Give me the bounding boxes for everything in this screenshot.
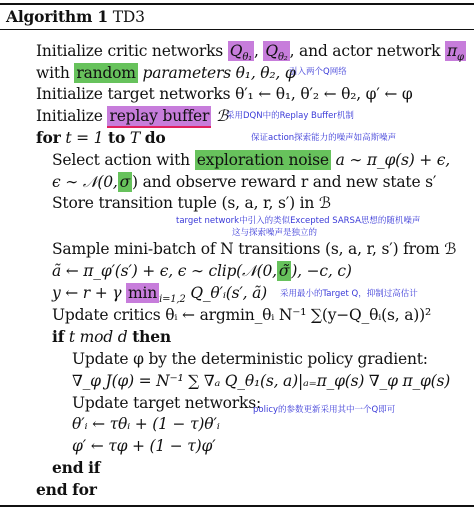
min-highlight: min <box>128 284 158 302</box>
keyword-do: do <box>144 128 166 147</box>
algo-line-18 <box>72 436 215 456</box>
line-text: y ← r + γ <box>52 284 122 302</box>
annotation-policy-update: policy的参数更新采用其中一个Q即可 <box>253 405 396 415</box>
algo-line-2 <box>36 63 296 83</box>
annotation-min-target: 采用最小的Target Q，抑制过高估计 <box>280 289 418 299</box>
line-text: Initialize target networks θ′₁ ← θ₁, θ′₂ ← θ₂, φ′ ← φ <box>36 85 413 103</box>
line-text: Sample mini-batch of N transitions (s, a, r, s′) from ℬ <box>52 240 457 258</box>
algo-line-19 <box>52 458 100 478</box>
sigma-highlight: σ <box>119 173 130 191</box>
header-rule <box>0 29 474 30</box>
keyword-if: if <box>88 458 101 477</box>
annotation-replay-buffer: 采用DQN中的Replay Buffer机制 <box>226 111 354 121</box>
algo-line-13 <box>52 327 171 347</box>
algo-line-16 <box>72 393 261 413</box>
algo-line-14 <box>72 349 428 369</box>
line-text: , and actor network <box>289 42 441 60</box>
line-text: Update target networks: <box>72 394 261 412</box>
keyword-to: to <box>107 128 126 147</box>
algo-line-7 <box>52 172 436 192</box>
critic-q1-highlight: $Q_{\theta_1}$ <box>229 42 252 64</box>
annotation-target-noise: target network中引入的类似Excepted SARSA思想的随机噪声 <box>176 216 421 226</box>
line-text: θ′ᵢ ← τθᵢ + (1 − τ)θ′ᵢ <box>72 415 220 433</box>
annotation-independent: 这与探索噪声是独立的 <box>232 228 318 238</box>
keyword-end: end <box>36 480 68 499</box>
line-text: Initialize <box>36 107 103 125</box>
line-text: with <box>36 64 70 82</box>
keyword-for: for <box>36 128 61 147</box>
line-text: ∇_φ J(φ) = N⁻¹ ∑ ∇ₐ Q_θ₁(s, a)|ₐ₌π_φ(s) ∇_φ π_φ(s) <box>72 372 451 390</box>
line-text: Initialize critic networks <box>36 42 224 60</box>
keyword-for: for <box>72 480 97 499</box>
line-text: T <box>129 129 140 147</box>
exploration-noise-highlight: exploration noise <box>196 151 329 169</box>
line-text: φ′ ← τφ + (1 − τ)φ′ <box>72 437 216 455</box>
line-text: t mod d <box>68 328 128 346</box>
line-text: Store transition tuple (s, a, r, s′) in ℬ <box>52 194 331 212</box>
keyword-end: end <box>52 458 84 477</box>
algo-line-15 <box>72 371 450 391</box>
line-text: ã ← π_φ′(s′) + ϵ, ϵ ∼ clip(𝒩(0, <box>52 262 277 280</box>
algo-line-4 <box>36 106 228 126</box>
top-rule <box>0 3 474 5</box>
line-text: a ∼ π_φ(s) + ϵ, <box>335 151 450 169</box>
algo-line-17 <box>72 414 220 434</box>
sigma-tilde-highlight: σ̃ <box>278 262 290 280</box>
annotation-two-q: 引入两个Q网络 <box>289 67 347 77</box>
keyword-if: if <box>52 327 65 346</box>
min-subscript: i=1,2 <box>159 294 186 306</box>
algo-line-10 <box>52 261 352 281</box>
algo-line-20 <box>36 480 97 500</box>
line-text: ), −c, c) <box>291 262 352 280</box>
replay-buffer-highlight: replay buffer <box>107 106 211 128</box>
algo-line-3 <box>36 84 413 104</box>
algo-line-5 <box>36 128 165 148</box>
algorithm-title <box>6 7 145 27</box>
line-text: ϵ ∼ 𝒩(0, <box>52 173 118 191</box>
line-text: Q_θ′ᵢ(s′, ã) <box>190 284 268 302</box>
keyword-then: then <box>132 327 171 346</box>
algorithm-label: Algorithm 1 <box>6 7 108 26</box>
line-text: Update critics θᵢ ← argmin_θᵢ N⁻¹ ∑(y−Q_θᵢ(s, a))² <box>52 306 431 324</box>
critic-q2-highlight: $Q_{\theta_2}$ <box>265 42 288 64</box>
bottom-rule <box>0 505 474 507</box>
algo-line-12 <box>52 305 431 325</box>
line-text: Update φ by the deterministic policy gradient: <box>72 350 428 368</box>
algorithm-name: TD3 <box>112 8 145 26</box>
algo-line-9 <box>52 239 456 259</box>
algo-line-6 <box>52 150 450 170</box>
annotation-exploration-noise: 保证action探索能力的噪声如高斯噪声 <box>251 133 397 143</box>
random-highlight: random <box>76 64 136 82</box>
line-text: t = 1 <box>65 129 104 147</box>
line-text: ℬ <box>215 107 228 125</box>
line-text: parameters θ₁, θ₂, φ <box>142 64 296 82</box>
line-text: ) and observe reward r and new state s′ <box>132 173 437 191</box>
algo-line-8 <box>52 193 331 213</box>
actor-pi-highlight: $\pi_\varphi$ <box>447 42 464 64</box>
line-text: Select action with <box>52 151 190 169</box>
line-text: , <box>253 42 259 60</box>
